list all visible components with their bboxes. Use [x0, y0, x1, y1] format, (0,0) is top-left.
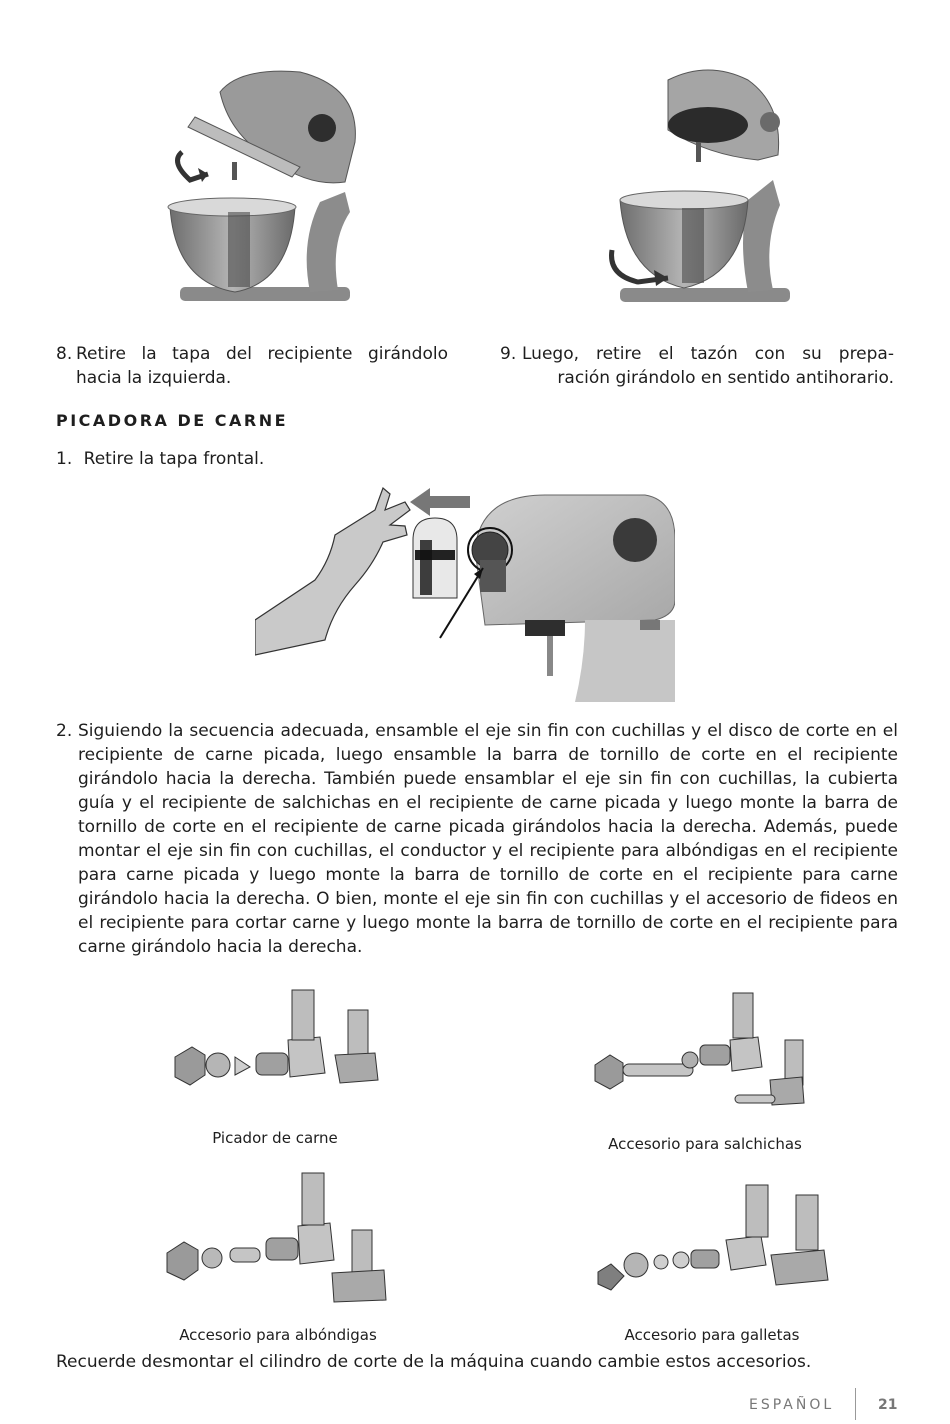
step-2-text: Siguiendo la secuencia adecuada, ensamble el eje sin fin con cuchillas y el disco de corte en el recipiente de carne picada, luego ensamble la barra de tornillo de corte en el recipiente girándolo hacia la derecha. También puede ensamblar el eje sin fin con cuchillas, la cubierta guía y el recipiente de salchichas en el recipiente de carne picada y luego monte la barra de tornillo de corte en el recipiente de carne picada girándolos hacia la derecha. Además, puede montar el eje sin fin con cuchillas, el conductor y el recipiente para albóndigas en el recipiente para carne picada y luego monte la barra de tornillo de corte en el recipiente para carne girándolo hacia la derecha. O bien, monte el eje sin fin con cuchillas y el accesorio de fideos en el recipiente para cortar carne y luego monte la barra de tornillo de corte en el recipiente para carne girándolo hacia la derecha. — [78, 721, 898, 957]
cookie-attachment-parts-illustration — [596, 1180, 831, 1305]
step-8-line2: hacia la izquierda. — [76, 368, 232, 388]
page-number: 21 — [878, 1397, 898, 1413]
caption-sausage: Accesorio para salchichas — [608, 1135, 802, 1153]
step-1-text: Retire la tapa frontal. — [83, 449, 265, 469]
step-9 — [500, 342, 894, 390]
reminder-note: Recuerde desmontar el cilindro de corte de la máquina cuando cambie estos accesorios. — [56, 1352, 812, 1372]
front-cover-removal-illustration — [255, 480, 675, 702]
caption-meat-grinder: Picador de carne — [212, 1129, 338, 1147]
step-1-number: 1. — [56, 449, 73, 469]
step-9-line1: Luego, retire el tazón con su prepa- — [522, 344, 894, 364]
footer-language: ESPAÑOL — [749, 1397, 835, 1413]
mixer-bowl-removal-illustration — [598, 60, 798, 310]
meatball-attachment-parts-illustration — [162, 1168, 392, 1308]
mixer-lid-removal-illustration — [160, 62, 380, 310]
step-8-line1: Retire la tapa del recipiente girándolo — [76, 344, 448, 364]
step-8 — [56, 342, 448, 390]
step-9-number: 9. — [500, 344, 517, 364]
step-9-line2: ración girándolo en sentido antihorario. — [557, 368, 894, 388]
section-heading: PICADORA DE CARNE — [56, 411, 289, 430]
footer-divider — [855, 1388, 856, 1420]
meat-grinder-parts-illustration — [170, 985, 385, 1100]
step-1 — [56, 447, 264, 471]
caption-meatball: Accesorio para albóndigas — [179, 1326, 377, 1344]
caption-cookie: Accesorio para galletas — [624, 1326, 800, 1344]
step-2 — [56, 719, 898, 959]
step-2-number: 2. — [56, 721, 73, 741]
step-8-number: 8. — [56, 344, 73, 364]
sausage-attachment-parts-illustration — [590, 985, 810, 1115]
